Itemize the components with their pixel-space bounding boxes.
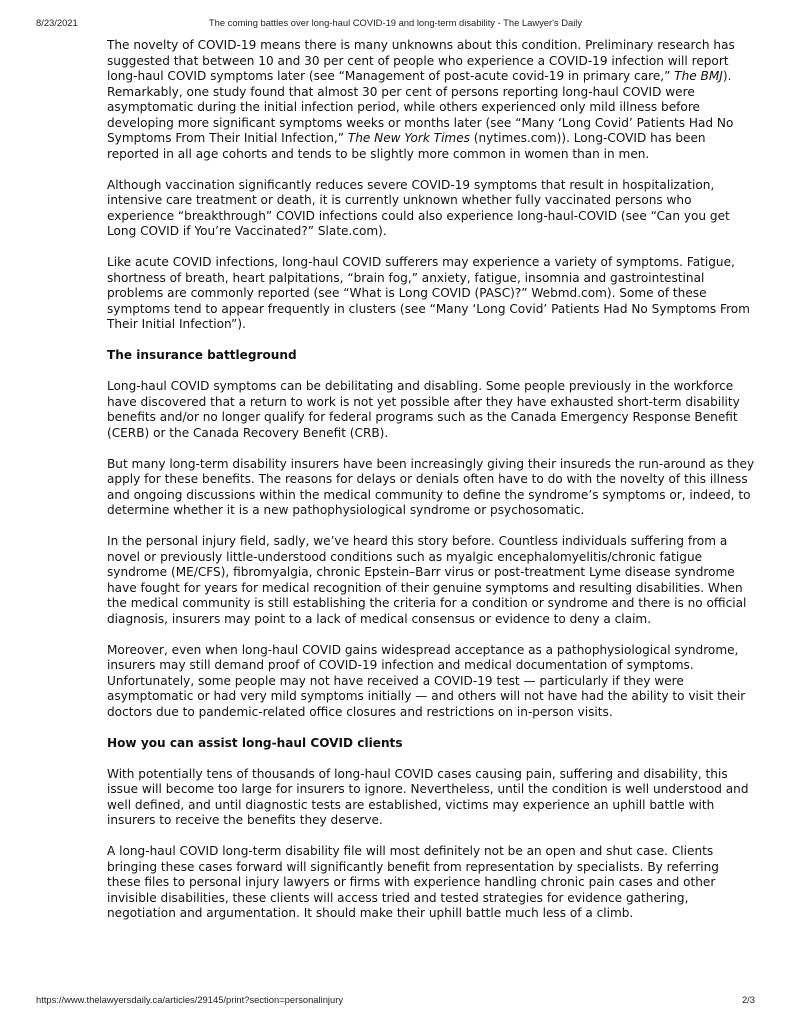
page-number: 2/3 xyxy=(741,994,755,1005)
article-body xyxy=(107,38,755,937)
paragraph-vaccination: Although vaccination significantly reduces severe COVID-19 symptoms that result in hospitalization, intensive care treatment or death, it is currently unknown whether fully vaccinated persons who experience “breakthrough” COVID infections could also experience long-haul-COVID (see “Can you get Long COVID if You’re Vaccinated?” Slate.com). xyxy=(107,177,730,238)
print-title: The coming battles over long-haul COVID-19 and long-term disability - The Lawyer's Daily xyxy=(208,17,583,28)
heading-assist-clients: How you can assist long-haul COVID clients xyxy=(107,735,403,750)
print-date: 8/23/2021 xyxy=(36,17,78,28)
paragraph-insurers-runaround: But many long-term disability insurers have been increasingly giving their insureds the run-around as they apply for these benefits. The reasons for delays or denials often have to do with the novelty of this illness and ongoing discussions within the medical community to define the syndrome’s symptoms or, indeed, to determine whether it is a new pathophysiological syndrome or psychosomatic. xyxy=(107,456,755,517)
paragraph-proof-demands: Moreover, even when long-haul COVID gains widespread acceptance as a pathophysiological syndrome, insurers may still demand proof of COVID-19 infection and medical documentation of symptoms. Unfortunately, some people may not have received a COVID-19 test — particularly if they were asymptomatic or had very mild symptoms initially — and others will not have had the ability to visit their doctors due to pandemic-related office closures and restrictions on in-person visits. xyxy=(107,642,746,719)
source-nyt: The New York Times xyxy=(347,131,470,145)
print-footer xyxy=(0,994,791,1008)
source-bmj: The BMJ xyxy=(674,69,723,83)
paragraph-disabling: Long-haul COVID symptoms can be debilitating and disabling. Some people previously in the workforce have discovered that a return to work is not yet possible after they have exhausted short-term disability benefits and/or no longer qualify for federal programs such as the Canada Emergency Response Benefit (CERB) or the Canada Recovery Benefit (CRB). xyxy=(107,379,740,440)
heading-insurance-battleground: The insurance battleground xyxy=(107,348,297,362)
paragraph-symptoms: Like acute COVID infections, long-haul COVID sufferers may experience a variety of symptoms. Fatigue, shortness of breath, heart palpitations, “brain fog,” anxiety, fatigue, insomnia and gastrointestinal problems are commonly reported (see “What is Long COVID (PASC)?” Webmd.com). Some of these symptoms tend to appear frequently in clusters (see “Many ‘Long Covid’ Patients Had No Symptoms From Their Initial Infection”). xyxy=(107,255,750,331)
print-header xyxy=(0,17,791,31)
print-url: https://www.thelawyersdaily.ca/articles/29145/print?section=personalinjury xyxy=(36,994,344,1005)
paragraph-personal-injury-field: In the personal injury field, sadly, we’ve heard this story before. Countless individuals suffering from a novel or previously little-understood conditions such as myalgic encephalomyelitis/chronic fatigue syndrome (ME/CFS), fibromyalgia, chronic Epstein–Barr virus or post-treatment Lyme disease syndrome have fought for years for medical recognition of their genuine symptoms and resulting disabilities. When the medical community is still establishing the criteria for a condition or syndrome and there is no official diagnosis, insurers may point to a lack of medical consensus or evidence to deny a claim. xyxy=(107,534,747,626)
paragraph-long-haul-overview: The novelty of COVID-19 means there is many unknowns about this condition. Preliminary research has suggested that between 10 and 30 per cent of people who experience a COVID-19 infection will report long-haul COVID symptoms later (see “Management of post-acute covid-19 in primary care,” The BMJ). Remarkably, one study found that almost 30 per cent of persons reporting long-haul COVID were asymptomatic during the initial infection period, while others experienced only mild illness before developing more significant symptoms weeks or months later (see “Many ‘Long Covid’ Patients Had No Symptoms From Their Initial Infection,” The New York Times (nytimes.com)). Long-COVID has been reported in all age cohorts and tends to be slightly more common in women than in men. xyxy=(107,38,735,161)
paragraph-insurers-ignore: With potentially tens of thousands of long-haul COVID cases causing pain, suffering and disability, this issue will become too large for insurers to ignore. Nevertheless, until the condition is well understood and well defined, and until diagnostic tests are established, victims may experience an uphill battle with insurers to receive the benefits they deserve. xyxy=(107,766,749,827)
paragraph-referral-advice: A long-haul COVID long-term disability file will most definitely not be an open and shut case. Clients bringing these cases forward will significantly benefit from representation by specialists. By referring these files to personal injury lawyers or firms with experience handling chronic pain cases and other invisible disabilities, these clients will access tried and tested strategies for evidence gathering, negotiation and argumentation. It should make their uphill battle much less of a climb. xyxy=(107,844,719,920)
